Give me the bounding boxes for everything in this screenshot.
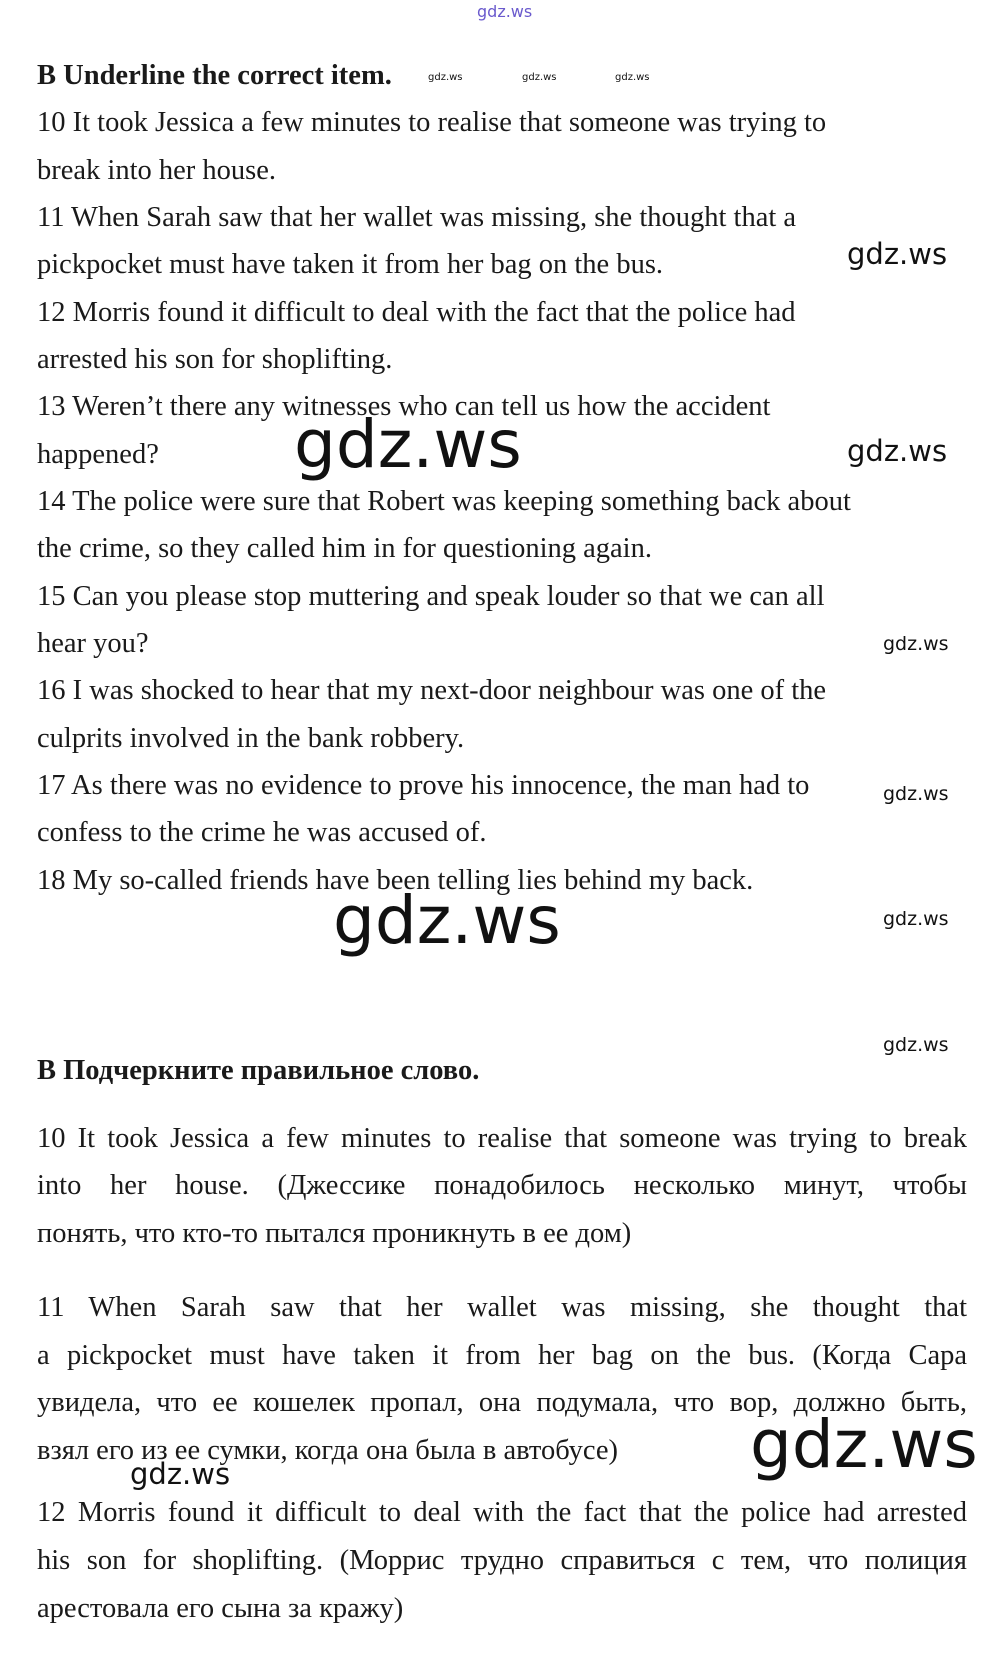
watermark: gdz.ws [847,434,948,468]
task-en-line: the crime, so they called him in for questioning again. [37,533,652,564]
task-en-line: confess to the crime he was accused of. [37,817,487,848]
watermark: gdz.ws [883,783,949,805]
task-en-line: 12 Morris found it difficult to deal with the fact that the police had [37,297,796,328]
task-en-line: 13 Weren’t there any witnesses who can tell us how the accident [37,391,771,422]
task-en-line: 11 When Sarah saw that her wallet was missing, she thought that a [37,202,797,233]
task-ru-line: his son for shoplifting. (Моррис трудно справиться с тем, что полиция [37,1545,967,1576]
watermark: gdz.ws [333,882,561,959]
task-ru-line: a pickpocket must have taken it from her bag on the bus. (Когда Сара [37,1340,967,1371]
watermark: gdz.ws [883,908,949,930]
task-en-line: 14 The police were sure that Robert was keeping something back about [37,486,851,517]
task-en-line: 15 Can you please stop muttering and speak louder so that we can all [37,581,825,612]
watermark: gdz.ws [130,1457,231,1491]
watermark: gdz.ws [522,72,557,83]
task-en-line: 16 I was shocked to hear that my next-door neighbour was one of the [37,675,827,706]
task-en-line: break into her house. [37,155,277,186]
watermark: gdz.ws [615,72,650,83]
watermark: gdz.ws [294,406,522,483]
task-ru-line: арестовала его сына за кражу) [37,1593,404,1624]
task-en-line: arrested his son for shoplifting. [37,344,393,375]
task-ru-line: 10 It took Jessica a few minutes to realise that someone was trying to break [37,1123,967,1154]
task-en-heading: B Underline the correct item. [37,60,392,91]
task-en-line: 18 My so-called friends have been telling lies behind my back. [37,865,754,896]
task-en-line: 10 It took Jessica a few minutes to realise that someone was trying to [37,107,827,138]
watermark: gdz.ws [428,72,463,83]
task-ru-line: увидела, что ее кошелек пропал, она подумала, что вор, должно быть, [37,1387,967,1418]
task-ru-heading: B Подчеркните правильное слово. [37,1055,480,1086]
watermark: gdz.ws [750,1406,978,1483]
task-en-line: pickpocket must have taken it from her bag on the bus. [37,249,664,280]
watermark-top: gdz.ws [477,2,533,21]
task-ru-line: взял его из ее сумки, когда она была в автобусе) [37,1435,618,1466]
task-en-line: happened? [37,439,159,470]
task-en-line: 17 As there was no evidence to prove his innocence, the man had to [37,770,810,801]
task-ru-line: into her house. (Джессике понадобилось несколько минут, чтобы [37,1170,967,1201]
task-en-line: culprits involved in the bank robbery. [37,723,465,754]
watermark: gdz.ws [883,633,949,655]
task-en-line: hear you? [37,628,149,659]
watermark: gdz.ws [847,237,948,271]
watermark: gdz.ws [883,1034,949,1056]
task-ru-line: 11 When Sarah saw that her wallet was missing, she thought that [37,1292,967,1323]
task-ru-line: понять, что кто-то пытался проникнуть в ее дом) [37,1218,632,1249]
task-ru-line: 12 Morris found it difficult to deal with the fact that the police had arrested [37,1497,967,1528]
